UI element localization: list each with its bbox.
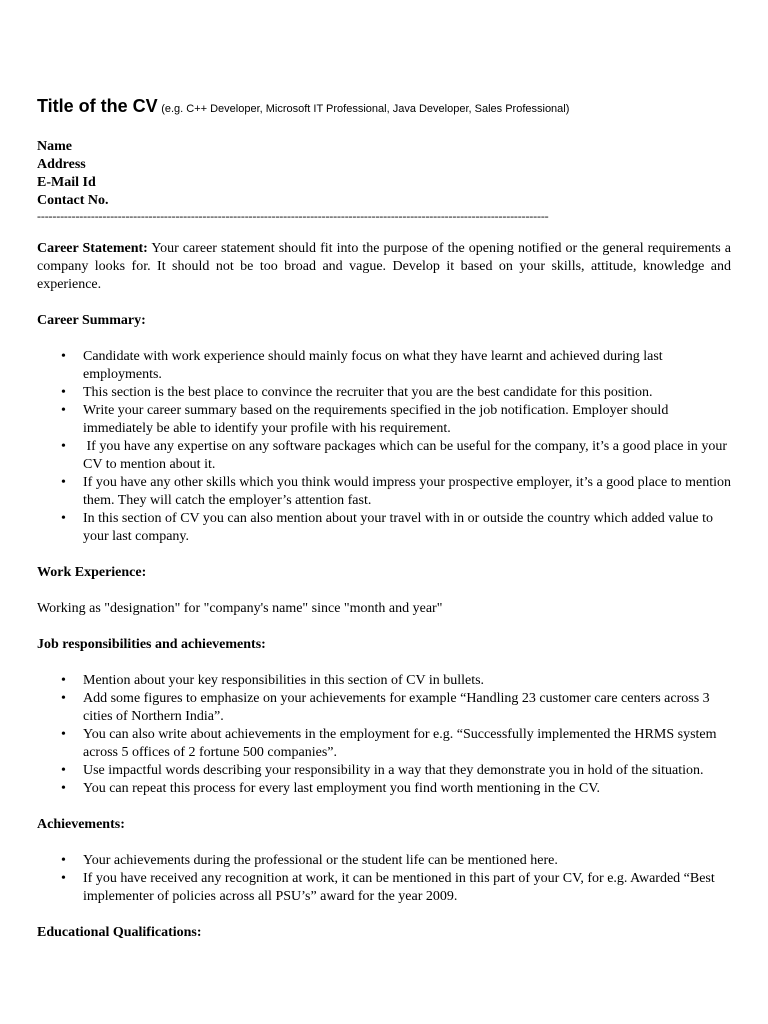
bullet-icon: •: [61, 781, 66, 796]
list-item: [37, 348, 731, 384]
list-item: [37, 402, 731, 438]
career-summary-heading: Career Summary:: [37, 313, 146, 328]
list-item-text: If you have received any recognition at work, it can be mentioned in this part of your CV, for e.g. Awarded “Best implementer of policies across all PSU’s” award for the year 2009.: [83, 871, 715, 904]
list-item: [37, 438, 731, 474]
contact-phone: Contact No.: [37, 193, 109, 208]
contact-block: [37, 138, 731, 210]
list-item-text: You can repeat this process for every last employment you find worth mentioning in the CV.: [83, 781, 601, 796]
bullet-icon: •: [61, 763, 66, 778]
bullet-icon: •: [61, 511, 66, 526]
contact-email: E-Mail Id: [37, 175, 96, 190]
career-statement: [37, 240, 731, 294]
list-item: [37, 510, 731, 546]
list-item-text: You can also write about achievements in the employment for e.g. “Successfully implemented the HRMS system across 5 offices of 2 fortune 500 companies”.: [83, 727, 717, 760]
bullet-icon: •: [61, 403, 66, 418]
list-item: [37, 690, 731, 726]
cv-title: Title of the CV: [37, 96, 158, 116]
achievements-list: [37, 852, 731, 906]
bullet-icon: •: [61, 727, 66, 742]
bullet-icon: •: [61, 691, 66, 706]
list-item-text: Use impactful words describing your responsibility in a way that they demonstrate you in hold of the situation.: [83, 763, 704, 778]
list-item: [37, 780, 731, 798]
list-item-text: In this section of CV you can also mention about your travel with in or outside the country which added value to your last company.: [83, 511, 713, 544]
bullet-icon: •: [61, 853, 66, 868]
list-item-text: If you have any other skills which you think would impress your prospective employer, it’s a good place to mention them. They will catch the employer’s attention fast.: [83, 475, 731, 508]
list-item: [37, 474, 731, 510]
bullet-icon: •: [61, 871, 66, 886]
bullet-icon: •: [61, 385, 66, 400]
bullet-icon: •: [61, 475, 66, 490]
list-item-text: Write your career summary based on the requirements specified in the job notification. Employer should immediately be able to identify your profile with his requirement.: [83, 403, 669, 436]
list-item: [37, 384, 731, 402]
cv-document: [37, 94, 731, 960]
achievements-heading: Achievements:: [37, 817, 125, 832]
list-item: [37, 726, 731, 762]
cv-title-hint: (e.g. C++ Developer, Microsoft IT Professional, Java Developer, Sales Professional): [161, 103, 570, 115]
job-responsibilities-heading: Job responsibilities and achievements:: [37, 637, 266, 652]
list-item-text: If you have any expertise on any software packages which can be useful for the company, it’s a good place in your CV to mention about it.: [83, 439, 731, 472]
dashed-divider: -------------------------------------------------------------------------------------------------------------------------------------: [37, 210, 549, 222]
list-item: [37, 672, 731, 690]
educational-qualifications-heading: Educational Qualifications:: [37, 925, 202, 940]
work-experience-heading: Work Experience:: [37, 565, 147, 580]
list-item-text: This section is the best place to convince the recruiter that you are the best candidate for this position.: [83, 385, 653, 400]
career-statement-text: Your career statement should fit into the purpose of the opening notified or the general requirements a company looks for. It should not be too broad and vague. Develop it based on your skills, attitude, knowledge and experience.: [37, 241, 731, 292]
list-item-text: Your achievements during the professional or the student life can be mentioned here.: [83, 853, 558, 868]
list-item: [37, 852, 731, 870]
title-line: [37, 94, 731, 118]
career-statement-label: Career Statement:: [37, 241, 148, 256]
bullet-icon: •: [61, 439, 66, 454]
list-item-text: Mention about your key responsibilities in this section of CV in bullets.: [83, 673, 485, 688]
contact-address: Address: [37, 157, 86, 172]
list-item: [37, 870, 731, 906]
career-summary-list: [37, 348, 731, 546]
contact-name: Name: [37, 139, 72, 154]
job-responsibilities-list: [37, 672, 731, 798]
bullet-icon: •: [61, 673, 66, 688]
list-item: [37, 762, 731, 780]
list-item-text: Add some figures to emphasize on your achievements for example “Handling 23 customer care centers across 3 cities of Northern India”.: [83, 691, 710, 724]
work-experience-text: Working as "designation" for "company's name" since "month and year": [37, 601, 443, 616]
list-item-text: Candidate with work experience should mainly focus on what they have learnt and achieved during last employments.: [83, 349, 663, 382]
bullet-icon: •: [61, 349, 66, 364]
